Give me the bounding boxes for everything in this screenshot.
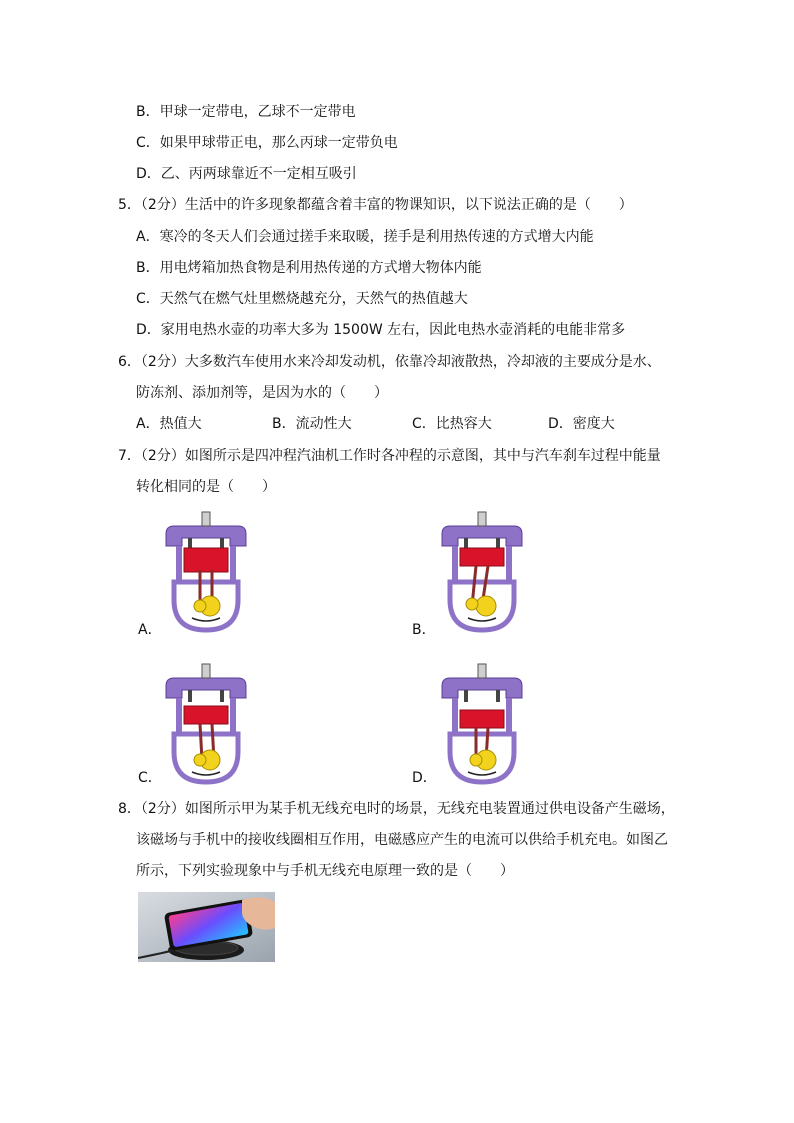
q5-option-d: D．家用电热水壶的功率大多为 1500W 左右，因此电热水壶消耗的电能非常多 xyxy=(136,322,626,338)
piston xyxy=(184,706,228,724)
q7-stem-line2: 转化相同的是（ ） xyxy=(136,479,276,495)
spark-plug xyxy=(478,664,486,678)
q5-option-a: A．寒冷的冬天人们会通过搓手来取暖，搓手是利用热传速的方式增大内能 xyxy=(136,229,594,245)
piston xyxy=(184,548,228,572)
piston xyxy=(460,548,504,566)
q8-stem-line2: 该磁场与手机中的接收线圈相互作用，电磁感应产生的电流可以供给手机充电。如图乙 xyxy=(136,832,668,848)
flywheel xyxy=(476,596,496,616)
engine-diagram-d xyxy=(436,660,528,786)
q6-stem-line2: 防冻剂、添加剂等，是因为水的（ ） xyxy=(136,385,388,401)
q6-stem-line1: 6．（2分）大多数汽车使用水来冷却发动机，依靠冷却液散热，冷却液的主要成分是水、 xyxy=(118,354,661,370)
q7-stem-line1: 7．（2分）如图所示是四冲程汽油机工作时各冲程的示意图，其中与汽车刹车过程中能量 xyxy=(118,448,661,464)
q6-option-b: B．流动性大 xyxy=(272,416,352,432)
q6-option-a: A．热值大 xyxy=(136,416,202,432)
engine-label-c: C． xyxy=(138,770,162,786)
engine-label-b: B． xyxy=(412,622,436,638)
q5-option-c: C．天然气在燃气灶里燃烧越充分，天然气的热值越大 xyxy=(136,291,468,307)
q4-option-b: B．甲球一定带电，乙球不一定带电 xyxy=(136,104,356,120)
engine-diagram-c xyxy=(160,660,252,786)
engine-label-d: D． xyxy=(412,770,437,786)
cylinder-wall-right xyxy=(230,546,236,582)
q6-option-d: D．密度大 xyxy=(548,416,615,432)
engine-label-a: A． xyxy=(138,622,162,638)
wireless-charging-photo xyxy=(138,892,275,962)
q4-option-d: D．乙、丙两球靠近不一定相互吸引 xyxy=(136,166,357,182)
spark-plug xyxy=(202,664,210,678)
piston xyxy=(460,710,504,728)
cylinder-wall-left xyxy=(176,546,182,582)
q4-option-c: C．如果甲球带正电，那么丙球一定带负电 xyxy=(136,135,398,151)
q6-option-c: C．比热容大 xyxy=(412,416,492,432)
cylinder-head xyxy=(166,526,246,546)
q5-stem: 5．（2分）生活中的许多现象都蕴含着丰富的物课知识，以下说法正确的是（ ） xyxy=(118,197,633,213)
q8-stem-line1: 8．（2分）如图所示甲为某手机无线充电时的场景，无线充电装置通过供电设备产生磁场， xyxy=(118,801,675,817)
spark-plug xyxy=(478,512,486,526)
engine-diagram-a xyxy=(160,508,252,634)
engine-diagram-b xyxy=(436,508,528,634)
q8-stem-line3: 所示，下列实验现象中与手机无线充电原理一致的是（ ） xyxy=(136,863,514,879)
spark-plug xyxy=(202,512,210,526)
q5-option-b: B．用电烤箱加热食物是利用热传递的方式增大物体内能 xyxy=(136,260,482,276)
